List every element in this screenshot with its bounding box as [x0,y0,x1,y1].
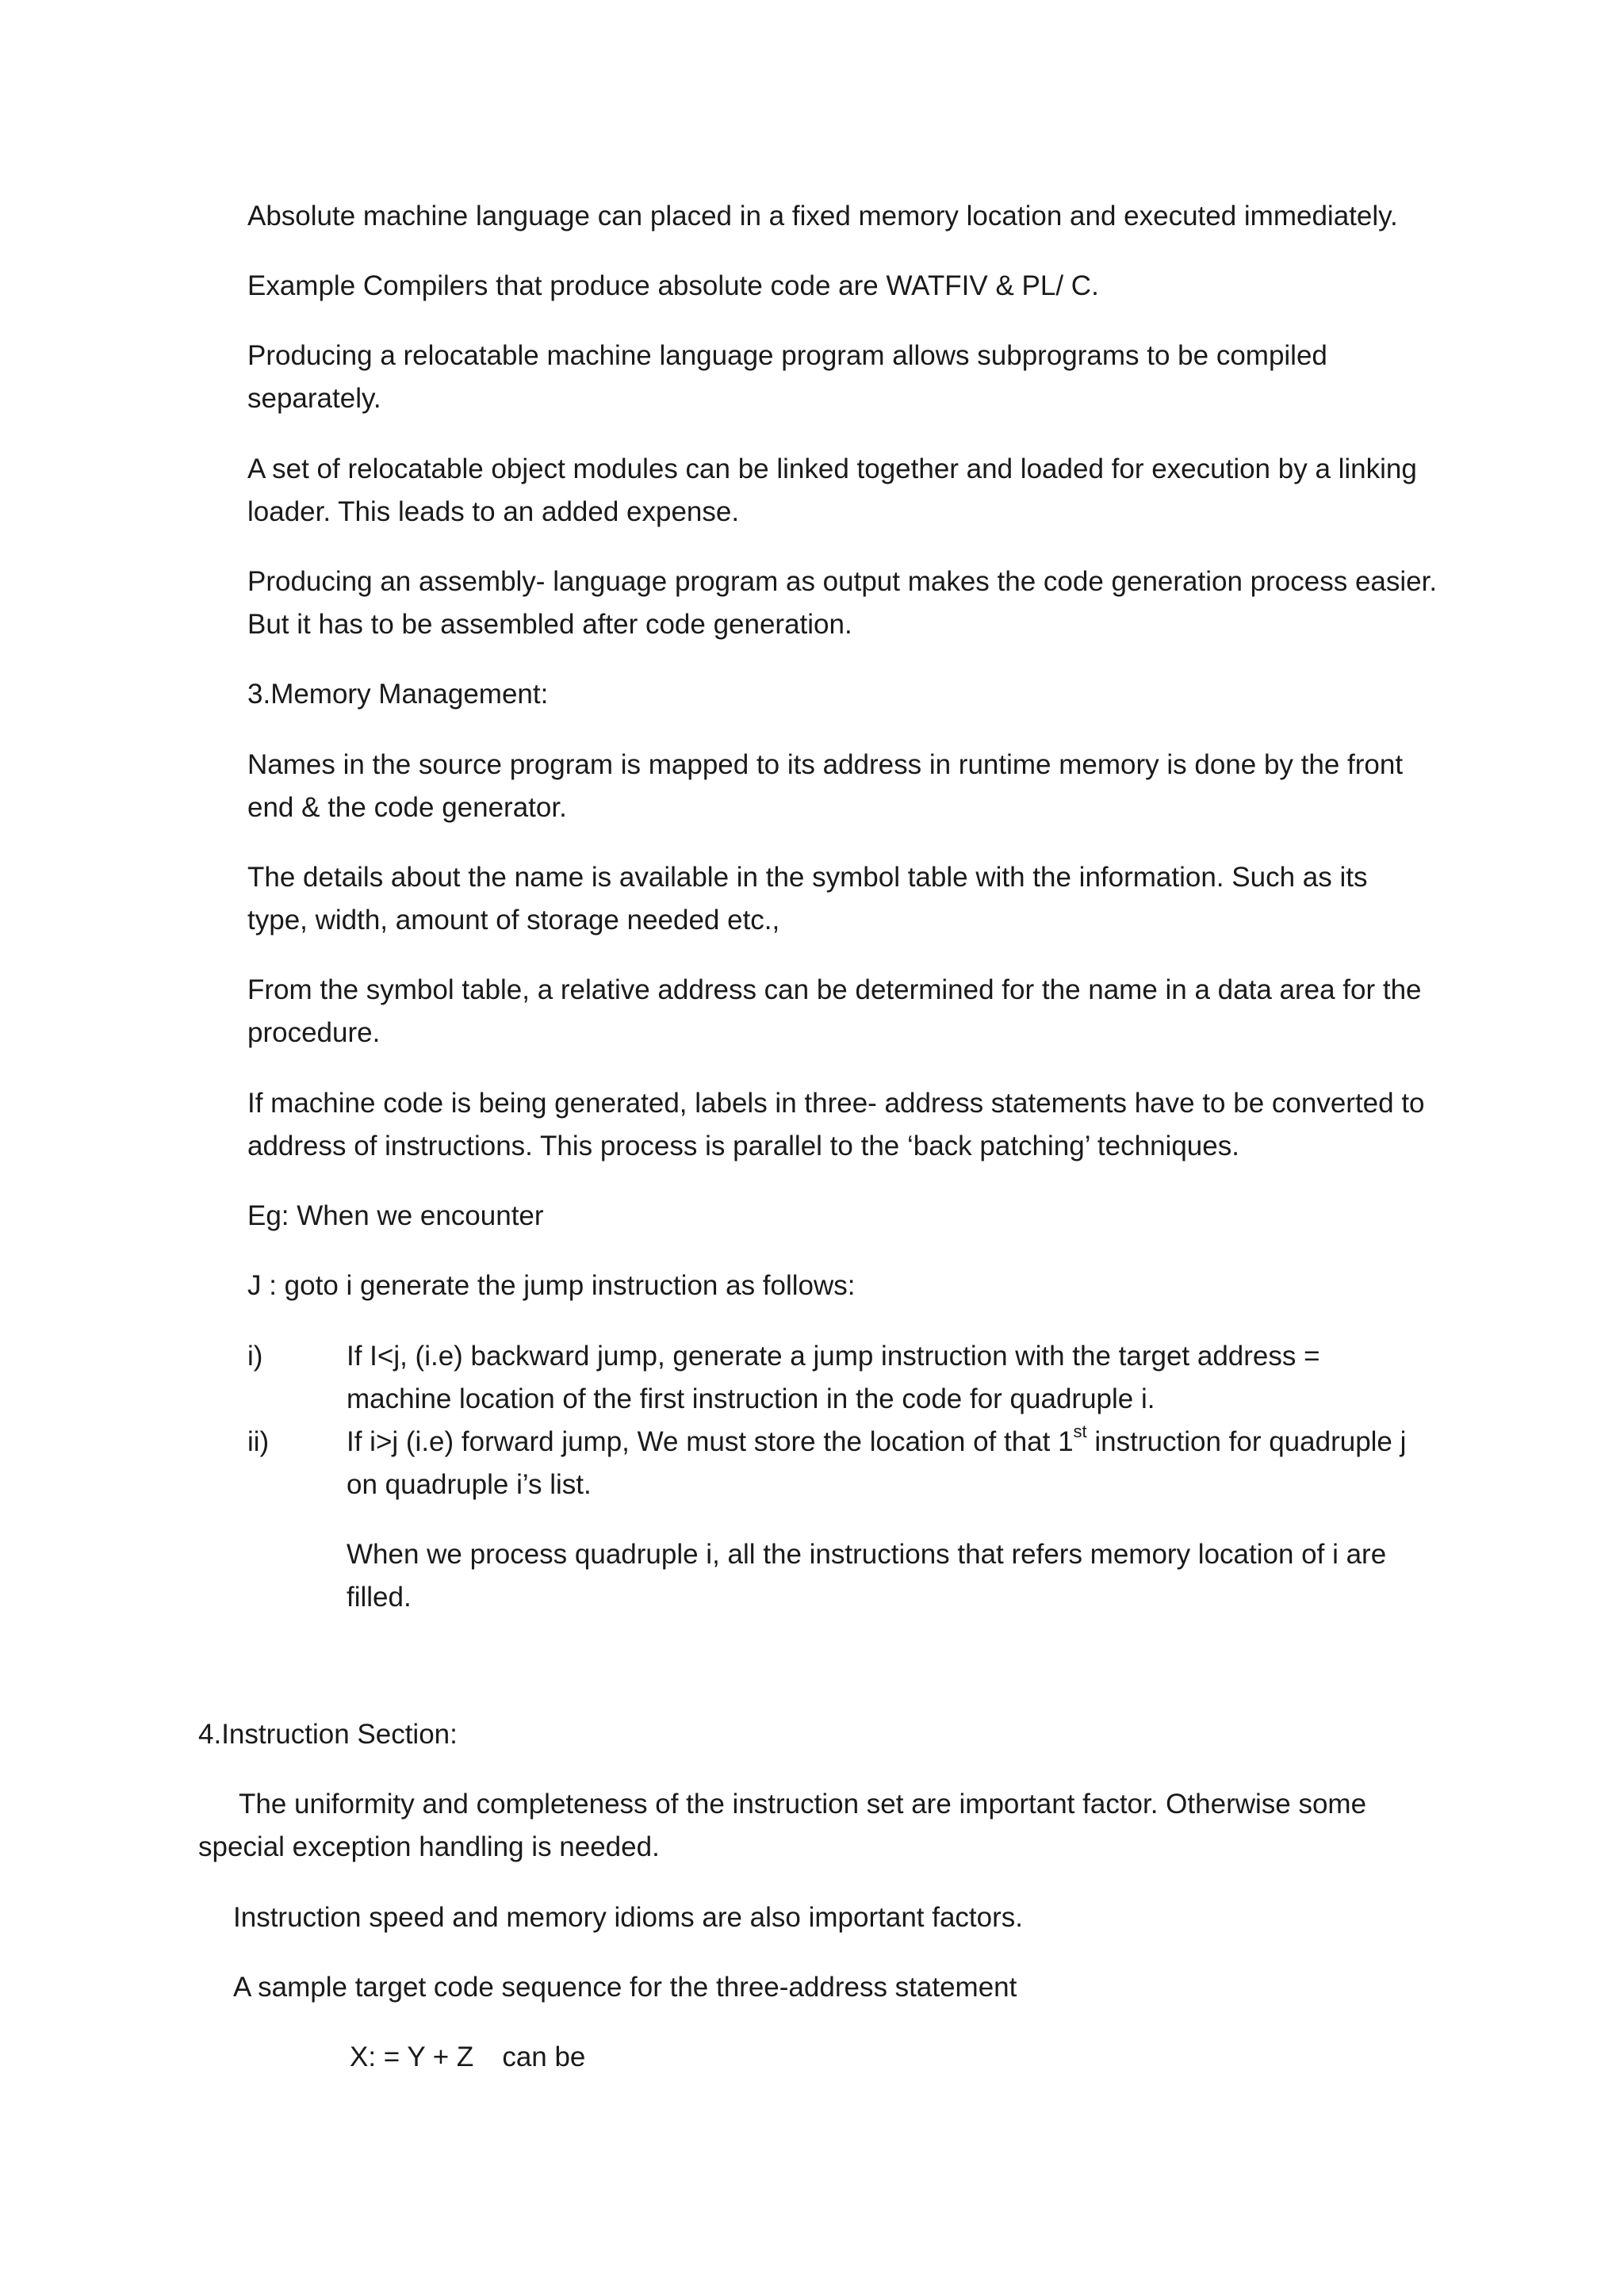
paragraph-absolute-machine-language: Absolute machine language can placed in a fixed memory location and executed immediately. [247,201,1398,232]
list-item-backward-jump-line1: If I<j, (i.e) backward jump, generate a jump instruction with the target address = [347,1341,1320,1372]
paragraph-object-modules-line2: loader. This leads to an added expense. [247,496,740,527]
paragraph-instruction-speed: Instruction speed and memory idioms are also important factors. [233,1902,1023,1933]
paragraph-sample-target-code: A sample target code sequence for the three-address statement [233,1972,1017,2003]
paragraph-uniformity-line2: special exception handling is needed. [198,1831,660,1862]
code-expression: X: = Y + Z [350,2042,474,2072]
paragraph-object-modules-line1: A set of relocatable object modules can be linked together and loaded for execution by a linking [247,453,1417,484]
paragraph-example-encounter: Eg: When we encounter [247,1200,544,1231]
list-item-forward-jump-line1 [347,1421,1406,1464]
paragraph-process-quadruple-line2: filled. [347,1582,412,1613]
paragraph-relative-address-line2: procedure. [247,1017,381,1048]
paragraph-names-mapped-line2: end & the code generator. [247,792,567,823]
paragraph-goto-jump: J : goto i generate the jump instruction as follows: [247,1270,856,1301]
paragraph-uniformity-line1: The uniformity and completeness of the instruction set are important factor. Otherwise some [239,1789,1367,1820]
paragraph-relocatable-line2: separately. [247,383,381,414]
paragraph-process-quadruple-line1: When we process quadruple i, all the instructions that refers memory location of i are [347,1539,1387,1570]
list-marker-i: i) [247,1341,263,1372]
paragraph-assembly-language-line2: But it has to be assembled after code generation. [247,609,852,640]
code-suffix: can be [502,2042,586,2072]
list-item-forward-jump-text-post: instruction for quadruple j [1086,1426,1407,1457]
section-heading-instruction-section: 4.Instruction Section: [198,1719,458,1750]
paragraph-assembly-language-line1: Producing an assembly- language program as output makes the code generation process easier. [247,566,1438,597]
paragraph-relative-address-line1: From the symbol table, a relative address can be determined for the name in a data area for the [247,974,1422,1005]
list-item-forward-jump-text-pre: If i>j (i.e) forward jump, We must store the location of that 1 [347,1426,1074,1457]
paragraph-symbol-table-line1: The details about the name is available in the symbol table with the information. Such as its [247,862,1368,893]
code-line-three-address [350,2036,585,2079]
paragraph-machine-code-labels-line1: If machine code is being generated, labels in three- address statements have to be converted to [247,1088,1425,1119]
section-heading-memory-management: 3.Memory Management: [247,679,549,710]
paragraph-example-compilers: Example Compilers that produce absolute code are WATFIV & PL/ C. [247,270,1099,301]
paragraph-symbol-table-line2: type, width, amount of storage needed etc., [247,905,780,936]
superscript-st: st [1073,1422,1087,1442]
list-marker-ii: ii) [247,1426,270,1457]
paragraph-machine-code-labels-line2: address of instructions. This process is parallel to the ‘back patching’ techniques. [247,1131,1239,1161]
list-item-forward-jump-line2: on quadruple i’s list. [347,1469,592,1500]
paragraph-names-mapped-line1: Names in the source program is mapped to its address in runtime memory is done by the front [247,749,1404,780]
list-item-backward-jump-line2: machine location of the first instruction in the code for quadruple i. [347,1383,1155,1414]
paragraph-relocatable-line1: Producing a relocatable machine language program allows subprograms to be compiled [247,340,1327,371]
